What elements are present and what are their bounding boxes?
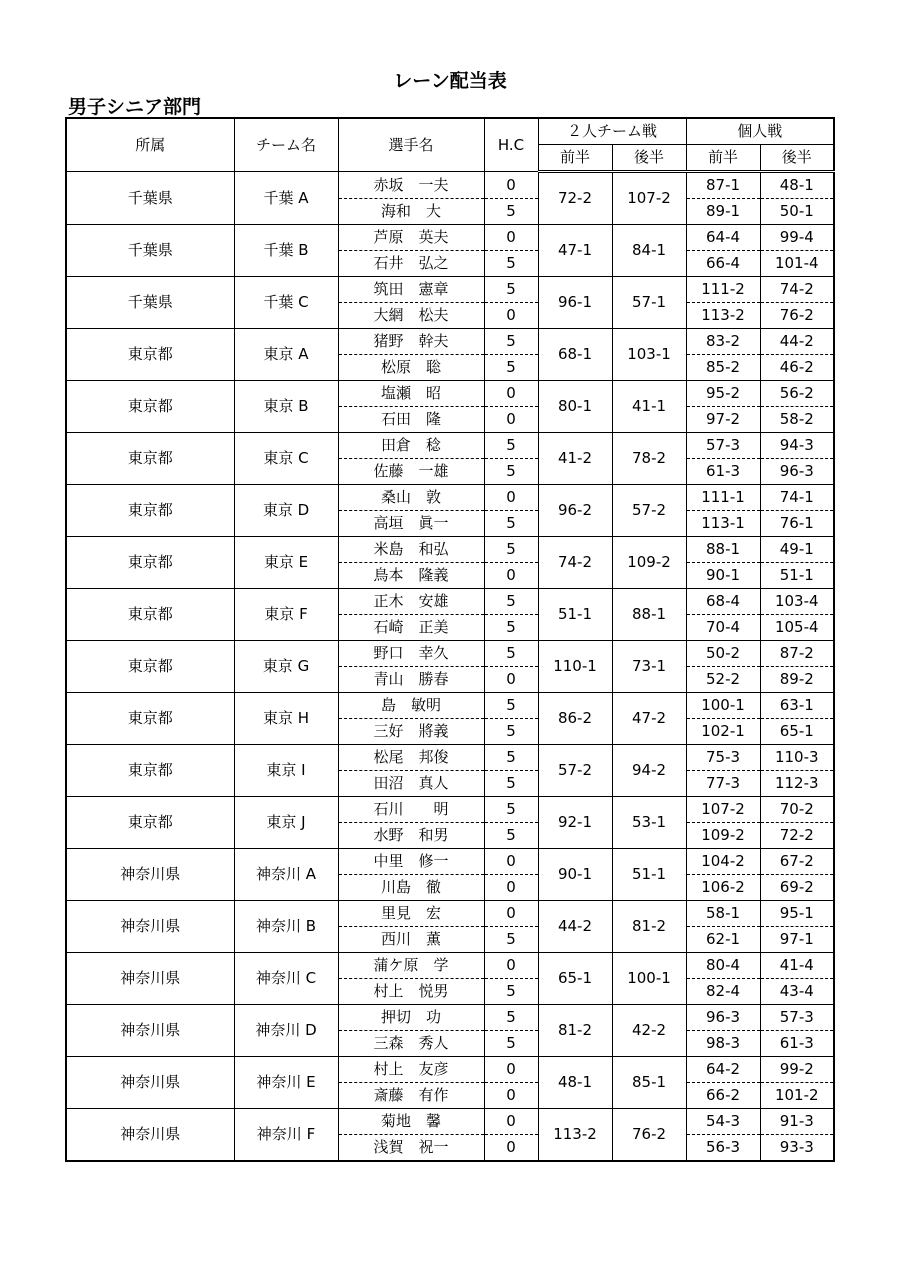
ind-first-half-cell: 109-2 bbox=[686, 823, 760, 849]
player-name-cell: 水野 和男 bbox=[338, 823, 484, 849]
ind-first-half-cell: 64-2 bbox=[686, 1057, 760, 1083]
player-name-cell: 菊地 馨 bbox=[338, 1109, 484, 1135]
hc-cell: 5 bbox=[484, 823, 538, 849]
pair-second-half-cell: 107-2 bbox=[612, 172, 686, 225]
player-name-cell: 川島 徹 bbox=[338, 875, 484, 901]
hc-cell: 5 bbox=[484, 511, 538, 537]
ind-second-half-cell: 41-4 bbox=[760, 953, 834, 979]
header-two-person: ２人チーム戦 bbox=[538, 118, 686, 145]
ind-first-half-cell: 62-1 bbox=[686, 927, 760, 953]
pair-second-half-cell: 100-1 bbox=[612, 953, 686, 1005]
ind-first-half-cell: 98-3 bbox=[686, 1031, 760, 1057]
player-name-cell: 斎藤 有作 bbox=[338, 1083, 484, 1109]
ind-second-half-cell: 101-4 bbox=[760, 251, 834, 277]
hc-cell: 0 bbox=[484, 225, 538, 251]
hc-cell: 0 bbox=[484, 381, 538, 407]
pair-second-half-cell: 85-1 bbox=[612, 1057, 686, 1109]
team-name-cell: 東京 B bbox=[234, 381, 338, 433]
header-pair-first-half: 前半 bbox=[538, 145, 612, 172]
team-row bbox=[66, 1057, 834, 1083]
pair-second-half-cell: 76-2 bbox=[612, 1109, 686, 1162]
player-name-cell: 野口 幸久 bbox=[338, 641, 484, 667]
ind-second-half-cell: 110-3 bbox=[760, 745, 834, 771]
ind-first-half-cell: 87-1 bbox=[686, 172, 760, 199]
ind-first-half-cell: 57-3 bbox=[686, 433, 760, 459]
pair-first-half-cell: 80-1 bbox=[538, 381, 612, 433]
ind-first-half-cell: 90-1 bbox=[686, 563, 760, 589]
ind-second-half-cell: 61-3 bbox=[760, 1031, 834, 1057]
ind-first-half-cell: 70-4 bbox=[686, 615, 760, 641]
player-name-cell: 松原 聡 bbox=[338, 355, 484, 381]
team-name-cell: 東京 G bbox=[234, 641, 338, 693]
ind-first-half-cell: 89-1 bbox=[686, 199, 760, 225]
ind-second-half-cell: 58-2 bbox=[760, 407, 834, 433]
ind-first-half-cell: 95-2 bbox=[686, 381, 760, 407]
ind-first-half-cell: 66-2 bbox=[686, 1083, 760, 1109]
player-name-cell: 村上 悦男 bbox=[338, 979, 484, 1005]
team-row bbox=[66, 485, 834, 511]
affiliation-cell: 神奈川県 bbox=[66, 901, 234, 953]
hc-cell: 5 bbox=[484, 745, 538, 771]
header-player-name: 選手名 bbox=[338, 118, 484, 172]
pair-second-half-cell: 109-2 bbox=[612, 537, 686, 589]
hc-cell: 5 bbox=[484, 927, 538, 953]
player-name-cell: 赤坂 一夫 bbox=[338, 172, 484, 199]
division-title: 男子シニア部門 bbox=[68, 96, 202, 118]
header-affiliation: 所属 bbox=[66, 118, 234, 172]
team-name-cell: 神奈川 D bbox=[234, 1005, 338, 1057]
hc-cell: 0 bbox=[484, 953, 538, 979]
player-name-cell: 浅賀 祝一 bbox=[338, 1135, 484, 1162]
team-name-cell: 千葉 B bbox=[234, 225, 338, 277]
pair-second-half-cell: 47-2 bbox=[612, 693, 686, 745]
player-name-cell: 三好 將義 bbox=[338, 719, 484, 745]
player-name-cell: 桑山 敦 bbox=[338, 485, 484, 511]
ind-second-half-cell: 76-2 bbox=[760, 303, 834, 329]
team-row bbox=[66, 953, 834, 979]
hc-cell: 0 bbox=[484, 563, 538, 589]
ind-second-half-cell: 96-3 bbox=[760, 459, 834, 485]
ind-second-half-cell: 99-4 bbox=[760, 225, 834, 251]
team-row bbox=[66, 381, 834, 407]
hc-cell: 5 bbox=[484, 641, 538, 667]
pair-first-half-cell: 96-2 bbox=[538, 485, 612, 537]
affiliation-cell: 東京都 bbox=[66, 589, 234, 641]
team-row bbox=[66, 172, 834, 199]
hc-cell: 5 bbox=[484, 459, 538, 485]
hc-cell: 5 bbox=[484, 1031, 538, 1057]
hc-cell: 5 bbox=[484, 277, 538, 303]
ind-first-half-cell: 52-2 bbox=[686, 667, 760, 693]
ind-first-half-cell: 97-2 bbox=[686, 407, 760, 433]
team-name-cell: 神奈川 A bbox=[234, 849, 338, 901]
ind-second-half-cell: 101-2 bbox=[760, 1083, 834, 1109]
pair-second-half-cell: 94-2 bbox=[612, 745, 686, 797]
pair-second-half-cell: 78-2 bbox=[612, 433, 686, 485]
header-team-name: チーム名 bbox=[234, 118, 338, 172]
player-name-cell: 松尾 邦俊 bbox=[338, 745, 484, 771]
affiliation-cell: 東京都 bbox=[66, 797, 234, 849]
hc-cell: 0 bbox=[484, 901, 538, 927]
ind-first-half-cell: 113-2 bbox=[686, 303, 760, 329]
affiliation-cell: 東京都 bbox=[66, 641, 234, 693]
team-row bbox=[66, 745, 834, 771]
player-name-cell: 正木 安雄 bbox=[338, 589, 484, 615]
team-row bbox=[66, 849, 834, 875]
team-rows bbox=[66, 172, 834, 1162]
player-name-cell: 塩瀬 昭 bbox=[338, 381, 484, 407]
hc-cell: 0 bbox=[484, 1057, 538, 1083]
hc-cell: 0 bbox=[484, 303, 538, 329]
team-row bbox=[66, 901, 834, 927]
player-name-cell: 佐藤 一雄 bbox=[338, 459, 484, 485]
hc-cell: 0 bbox=[484, 172, 538, 199]
ind-first-half-cell: 88-1 bbox=[686, 537, 760, 563]
hc-cell: 0 bbox=[484, 1135, 538, 1162]
affiliation-cell: 千葉県 bbox=[66, 277, 234, 329]
hc-cell: 0 bbox=[484, 875, 538, 901]
team-row bbox=[66, 277, 834, 303]
ind-second-half-cell: 48-1 bbox=[760, 172, 834, 199]
ind-first-half-cell: 77-3 bbox=[686, 771, 760, 797]
player-name-cell: 芦原 英夫 bbox=[338, 225, 484, 251]
ind-second-half-cell: 67-2 bbox=[760, 849, 834, 875]
pair-first-half-cell: 92-1 bbox=[538, 797, 612, 849]
ind-first-half-cell: 102-1 bbox=[686, 719, 760, 745]
pair-second-half-cell: 53-1 bbox=[612, 797, 686, 849]
hc-cell: 5 bbox=[484, 1005, 538, 1031]
affiliation-cell: 東京都 bbox=[66, 433, 234, 485]
player-name-cell: 石崎 正美 bbox=[338, 615, 484, 641]
ind-second-half-cell: 51-1 bbox=[760, 563, 834, 589]
ind-second-half-cell: 97-1 bbox=[760, 927, 834, 953]
pair-first-half-cell: 48-1 bbox=[538, 1057, 612, 1109]
team-name-cell: 神奈川 F bbox=[234, 1109, 338, 1162]
player-name-cell: 押切 功 bbox=[338, 1005, 484, 1031]
ind-second-half-cell: 91-3 bbox=[760, 1109, 834, 1135]
header-pair-second-half: 後半 bbox=[612, 145, 686, 172]
player-name-cell: 猪野 幹夫 bbox=[338, 329, 484, 355]
ind-first-half-cell: 83-2 bbox=[686, 329, 760, 355]
pair-first-half-cell: 113-2 bbox=[538, 1109, 612, 1162]
hc-cell: 0 bbox=[484, 485, 538, 511]
ind-first-half-cell: 58-1 bbox=[686, 901, 760, 927]
player-name-cell: 島 敏明 bbox=[338, 693, 484, 719]
pair-first-half-cell: 90-1 bbox=[538, 849, 612, 901]
player-name-cell: 高垣 眞一 bbox=[338, 511, 484, 537]
team-row bbox=[66, 589, 834, 615]
pair-first-half-cell: 81-2 bbox=[538, 1005, 612, 1057]
lane-table bbox=[65, 117, 835, 1162]
player-name-cell: 西川 薫 bbox=[338, 927, 484, 953]
ind-second-half-cell: 103-4 bbox=[760, 589, 834, 615]
player-name-cell: 青山 勝春 bbox=[338, 667, 484, 693]
hc-cell: 5 bbox=[484, 797, 538, 823]
pair-first-half-cell: 65-1 bbox=[538, 953, 612, 1005]
team-row bbox=[66, 433, 834, 459]
team-row bbox=[66, 1109, 834, 1135]
ind-first-half-cell: 96-3 bbox=[686, 1005, 760, 1031]
hc-cell: 0 bbox=[484, 407, 538, 433]
player-name-cell: 蒲ケ原 学 bbox=[338, 953, 484, 979]
player-name-cell: 里見 宏 bbox=[338, 901, 484, 927]
ind-first-half-cell: 111-2 bbox=[686, 277, 760, 303]
ind-second-half-cell: 87-2 bbox=[760, 641, 834, 667]
hc-cell: 0 bbox=[484, 667, 538, 693]
player-name-cell: 大網 松夫 bbox=[338, 303, 484, 329]
team-name-cell: 東京 D bbox=[234, 485, 338, 537]
hc-cell: 5 bbox=[484, 589, 538, 615]
pair-second-half-cell: 103-1 bbox=[612, 329, 686, 381]
ind-first-half-cell: 66-4 bbox=[686, 251, 760, 277]
pair-first-half-cell: 86-2 bbox=[538, 693, 612, 745]
pair-first-half-cell: 110-1 bbox=[538, 641, 612, 693]
affiliation-cell: 神奈川県 bbox=[66, 953, 234, 1005]
player-name-cell: 米島 和弘 bbox=[338, 537, 484, 563]
hc-cell: 0 bbox=[484, 1109, 538, 1135]
player-name-cell: 村上 友彦 bbox=[338, 1057, 484, 1083]
ind-second-half-cell: 56-2 bbox=[760, 381, 834, 407]
pair-second-half-cell: 51-1 bbox=[612, 849, 686, 901]
team-name-cell: 東京 J bbox=[234, 797, 338, 849]
pair-second-half-cell: 84-1 bbox=[612, 225, 686, 277]
team-row bbox=[66, 537, 834, 563]
player-name-cell: 中里 修一 bbox=[338, 849, 484, 875]
ind-first-half-cell: 61-3 bbox=[686, 459, 760, 485]
team-name-cell: 東京 E bbox=[234, 537, 338, 589]
pair-first-half-cell: 44-2 bbox=[538, 901, 612, 953]
hc-cell: 5 bbox=[484, 615, 538, 641]
ind-first-half-cell: 82-4 bbox=[686, 979, 760, 1005]
ind-second-half-cell: 44-2 bbox=[760, 329, 834, 355]
ind-first-half-cell: 80-4 bbox=[686, 953, 760, 979]
hc-cell: 5 bbox=[484, 693, 538, 719]
team-row bbox=[66, 797, 834, 823]
player-name-cell: 石川 明 bbox=[338, 797, 484, 823]
pair-first-half-cell: 47-1 bbox=[538, 225, 612, 277]
ind-second-half-cell: 99-2 bbox=[760, 1057, 834, 1083]
team-name-cell: 東京 H bbox=[234, 693, 338, 745]
ind-second-half-cell: 43-4 bbox=[760, 979, 834, 1005]
ind-first-half-cell: 75-3 bbox=[686, 745, 760, 771]
team-name-cell: 東京 F bbox=[234, 589, 338, 641]
page-title: レーン配当表 bbox=[393, 70, 507, 92]
ind-first-half-cell: 100-1 bbox=[686, 693, 760, 719]
pair-second-half-cell: 42-2 bbox=[612, 1005, 686, 1057]
affiliation-cell: 東京都 bbox=[66, 329, 234, 381]
ind-first-half-cell: 113-1 bbox=[686, 511, 760, 537]
team-name-cell: 神奈川 C bbox=[234, 953, 338, 1005]
hc-cell: 5 bbox=[484, 771, 538, 797]
ind-second-half-cell: 65-1 bbox=[760, 719, 834, 745]
affiliation-cell: 東京都 bbox=[66, 485, 234, 537]
team-name-cell: 東京 C bbox=[234, 433, 338, 485]
affiliation-cell: 千葉県 bbox=[66, 225, 234, 277]
ind-second-half-cell: 50-1 bbox=[760, 199, 834, 225]
affiliation-cell: 東京都 bbox=[66, 537, 234, 589]
ind-first-half-cell: 104-2 bbox=[686, 849, 760, 875]
affiliation-cell: 東京都 bbox=[66, 693, 234, 745]
ind-second-half-cell: 89-2 bbox=[760, 667, 834, 693]
ind-second-half-cell: 72-2 bbox=[760, 823, 834, 849]
affiliation-cell: 東京都 bbox=[66, 745, 234, 797]
team-row bbox=[66, 693, 834, 719]
player-name-cell: 石井 弘之 bbox=[338, 251, 484, 277]
ind-first-half-cell: 106-2 bbox=[686, 875, 760, 901]
header-individual: 個人戦 bbox=[686, 118, 834, 145]
pair-second-half-cell: 57-2 bbox=[612, 485, 686, 537]
ind-second-half-cell: 76-1 bbox=[760, 511, 834, 537]
team-name-cell: 東京 A bbox=[234, 329, 338, 381]
ind-second-half-cell: 74-2 bbox=[760, 277, 834, 303]
header-ind-second-half: 後半 bbox=[760, 145, 834, 172]
affiliation-cell: 神奈川県 bbox=[66, 1057, 234, 1109]
pair-first-half-cell: 96-1 bbox=[538, 277, 612, 329]
player-name-cell: 三森 秀人 bbox=[338, 1031, 484, 1057]
hc-cell: 0 bbox=[484, 1083, 538, 1109]
pair-first-half-cell: 74-2 bbox=[538, 537, 612, 589]
ind-second-half-cell: 105-4 bbox=[760, 615, 834, 641]
hc-cell: 5 bbox=[484, 251, 538, 277]
affiliation-cell: 神奈川県 bbox=[66, 849, 234, 901]
hc-cell: 5 bbox=[484, 537, 538, 563]
header-ind-first-half: 前半 bbox=[686, 145, 760, 172]
player-name-cell: 筑田 憲章 bbox=[338, 277, 484, 303]
ind-second-half-cell: 63-1 bbox=[760, 693, 834, 719]
ind-first-half-cell: 85-2 bbox=[686, 355, 760, 381]
ind-second-half-cell: 94-3 bbox=[760, 433, 834, 459]
player-name-cell: 石田 隆 bbox=[338, 407, 484, 433]
affiliation-cell: 神奈川県 bbox=[66, 1109, 234, 1162]
ind-first-half-cell: 54-3 bbox=[686, 1109, 760, 1135]
team-name-cell: 千葉 A bbox=[234, 172, 338, 225]
pair-first-half-cell: 41-2 bbox=[538, 433, 612, 485]
hc-cell: 0 bbox=[484, 849, 538, 875]
ind-first-half-cell: 50-2 bbox=[686, 641, 760, 667]
team-row bbox=[66, 225, 834, 251]
pair-second-half-cell: 57-1 bbox=[612, 277, 686, 329]
hc-cell: 5 bbox=[484, 355, 538, 381]
ind-first-half-cell: 64-4 bbox=[686, 225, 760, 251]
pair-second-half-cell: 88-1 bbox=[612, 589, 686, 641]
ind-second-half-cell: 95-1 bbox=[760, 901, 834, 927]
hc-cell: 5 bbox=[484, 199, 538, 225]
ind-first-half-cell: 111-1 bbox=[686, 485, 760, 511]
ind-second-half-cell: 46-2 bbox=[760, 355, 834, 381]
player-name-cell: 鳥本 隆義 bbox=[338, 563, 484, 589]
hc-cell: 5 bbox=[484, 979, 538, 1005]
ind-second-half-cell: 112-3 bbox=[760, 771, 834, 797]
team-name-cell: 東京 I bbox=[234, 745, 338, 797]
team-row bbox=[66, 641, 834, 667]
team-name-cell: 千葉 C bbox=[234, 277, 338, 329]
affiliation-cell: 神奈川県 bbox=[66, 1005, 234, 1057]
pair-first-half-cell: 51-1 bbox=[538, 589, 612, 641]
pair-second-half-cell: 73-1 bbox=[612, 641, 686, 693]
hc-cell: 5 bbox=[484, 433, 538, 459]
pair-second-half-cell: 41-1 bbox=[612, 381, 686, 433]
team-row bbox=[66, 1005, 834, 1031]
ind-second-half-cell: 69-2 bbox=[760, 875, 834, 901]
pair-second-half-cell: 81-2 bbox=[612, 901, 686, 953]
affiliation-cell: 千葉県 bbox=[66, 172, 234, 225]
header-hc: H.C bbox=[484, 118, 538, 172]
ind-second-half-cell: 70-2 bbox=[760, 797, 834, 823]
team-name-cell: 神奈川 B bbox=[234, 901, 338, 953]
affiliation-cell: 東京都 bbox=[66, 381, 234, 433]
pair-first-half-cell: 68-1 bbox=[538, 329, 612, 381]
pair-first-half-cell: 72-2 bbox=[538, 172, 612, 225]
team-row bbox=[66, 329, 834, 355]
hc-cell: 5 bbox=[484, 719, 538, 745]
team-name-cell: 神奈川 E bbox=[234, 1057, 338, 1109]
ind-first-half-cell: 68-4 bbox=[686, 589, 760, 615]
ind-second-half-cell: 74-1 bbox=[760, 485, 834, 511]
player-name-cell: 海和 大 bbox=[338, 199, 484, 225]
hc-cell: 5 bbox=[484, 329, 538, 355]
pair-first-half-cell: 57-2 bbox=[538, 745, 612, 797]
ind-second-half-cell: 93-3 bbox=[760, 1135, 834, 1162]
ind-second-half-cell: 49-1 bbox=[760, 537, 834, 563]
ind-first-half-cell: 107-2 bbox=[686, 797, 760, 823]
player-name-cell: 田沼 真人 bbox=[338, 771, 484, 797]
player-name-cell: 田倉 稔 bbox=[338, 433, 484, 459]
ind-second-half-cell: 57-3 bbox=[760, 1005, 834, 1031]
ind-first-half-cell: 56-3 bbox=[686, 1135, 760, 1162]
